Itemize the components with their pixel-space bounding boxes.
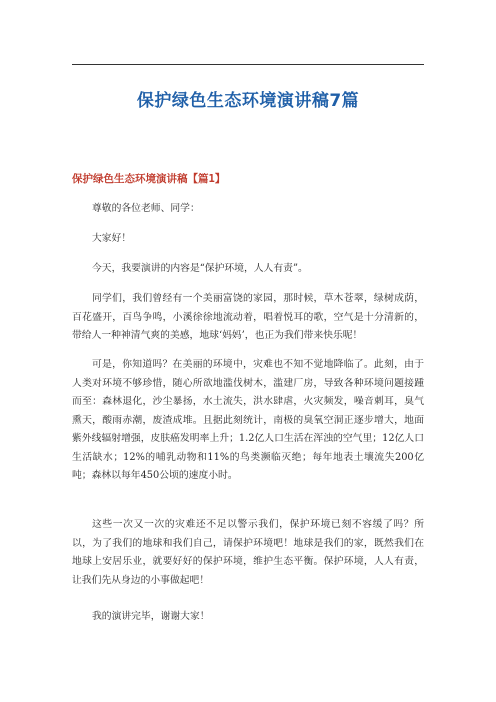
paragraph-call-to-action: 这些一次又一次的灾难还不足以警示我们，保护环境已刻不容缓了吗？所以，为了我们的地球和我们自己，请保护环境吧！地球是我们的家，既然我们在地球上安居乐业，就要好好的保护环境，维护生态平衡。保护环境，人人有责，让我们先从身边的小事做起吧！ (72, 519, 424, 586)
paragraph-disasters: 可是，你知道吗？在美丽的环境中，灾难也不知不觉地降临了。此刻，由于人类对环境不够珍惜，随心所欲地滥伐树木，滥建厂房，导致各种环境问题接踵而至：森林退化，沙尘暴扬，水土流失，洪水肆虐，火灾频发，噪音刺耳，臭气熏天，酸雨赤潮，废渣成堆。且据此刻统计，南极的臭氧空洞正逐步增大，地面紫外线辐射增强，皮肤癌发明率上升；1.2亿人口生活在浑浊的空气里；12亿人口生活缺水；12%的哺乳动物和11%的鸟类濒临灭绝；每年地表土壤流失200亿吨；森林以每年450公顷的速度小时。 (72, 359, 424, 481)
section-heading: 保护绿色生态环境演讲稿【篇1】 (72, 173, 226, 185)
paragraph-homeland: 同学们，我们曾经有一个美丽富饶的家园，那时候，草木苍翠，绿树成荫，百花盛开，百鸟争鸣，小溪徐徐地流动着，唱着悦耳的歌，空气是十分清新的，带给人一种神清气爽的美感，地球‘妈妈’，也正为我们带来快乐呢！ (72, 293, 424, 341)
paragraph-hello: 大家好！ (92, 233, 132, 244)
paragraph-greeting: 尊敬的各位老师、同学： (92, 203, 200, 214)
paragraph-topic: 今天，我要演讲的内容是“保护环境，人人有责”。 (92, 263, 308, 274)
paragraph-closing: 我的演讲完毕，谢谢大家！ (92, 611, 210, 622)
document-title: 保护绿色生态环境演讲稿7篇 (136, 91, 360, 111)
header-rule (72, 64, 424, 65)
